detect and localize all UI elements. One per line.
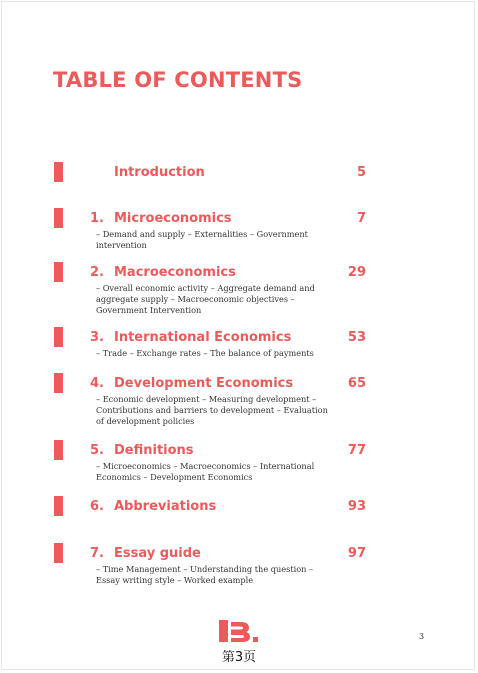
toc-number: 3.: [90, 330, 104, 345]
toc-number: 2.: [90, 265, 104, 280]
page-number: 3: [419, 632, 425, 641]
toc-page: 97: [347, 546, 366, 561]
page-indicator: 第3页: [221, 650, 257, 665]
toc-label: Definitions: [114, 443, 194, 458]
toc-marker: [54, 543, 63, 563]
page-title: TABLE OF CONTENTS: [53, 68, 303, 92]
toc-marker: [54, 162, 63, 182]
toc-number: 1.: [90, 211, 104, 226]
brand-logo-icon: [219, 620, 259, 642]
toc-marker: [54, 440, 63, 460]
toc-number: 4.: [90, 376, 104, 391]
toc-marker: [54, 327, 63, 347]
toc-page: 29: [347, 265, 366, 280]
toc-marker: [54, 496, 63, 516]
toc-number: 6.: [90, 499, 104, 514]
toc-subtopics: – Demand and supply – Externalities – Government intervention: [96, 229, 308, 250]
toc-number: 5.: [90, 443, 104, 458]
toc-page: 5: [356, 165, 366, 180]
toc-marker: [54, 208, 63, 228]
toc-subtopics: – Time Management – Understanding the question – Essay writing style – Worked example: [96, 564, 314, 585]
toc-label: Introduction: [114, 165, 205, 180]
toc-subtopics: – Economic development – Measuring development – Contributions and barriers to development – Evaluation of development policies: [96, 394, 328, 426]
toc-number: 7.: [90, 546, 104, 561]
toc-label: Microeconomics: [114, 211, 232, 226]
toc-marker: [54, 373, 63, 393]
toc-page: 77: [347, 443, 366, 458]
toc-subtopics: – Microeconomics – Macroeconomics – International Economics – Development Economics: [96, 461, 315, 482]
toc-page: 65: [347, 376, 366, 391]
toc-label: Development Economics: [114, 376, 294, 391]
toc-label: International Economics: [114, 330, 292, 345]
toc-label: Macroeconomics: [114, 265, 236, 280]
toc-marker: [54, 262, 63, 282]
toc-page: 53: [347, 330, 366, 345]
toc-subtopics: – Overall economic activity – Aggregate demand and aggregate supply – Macroeconomic objectives – Government Intervention: [96, 283, 315, 315]
toc-label: Essay guide: [114, 546, 201, 561]
toc-label: Abbreviations: [114, 499, 217, 514]
toc-subtopics: – Trade – Exchange rates – The balance of payments: [96, 348, 314, 358]
toc-page: 93: [347, 499, 366, 514]
toc-page: 7: [356, 211, 366, 226]
